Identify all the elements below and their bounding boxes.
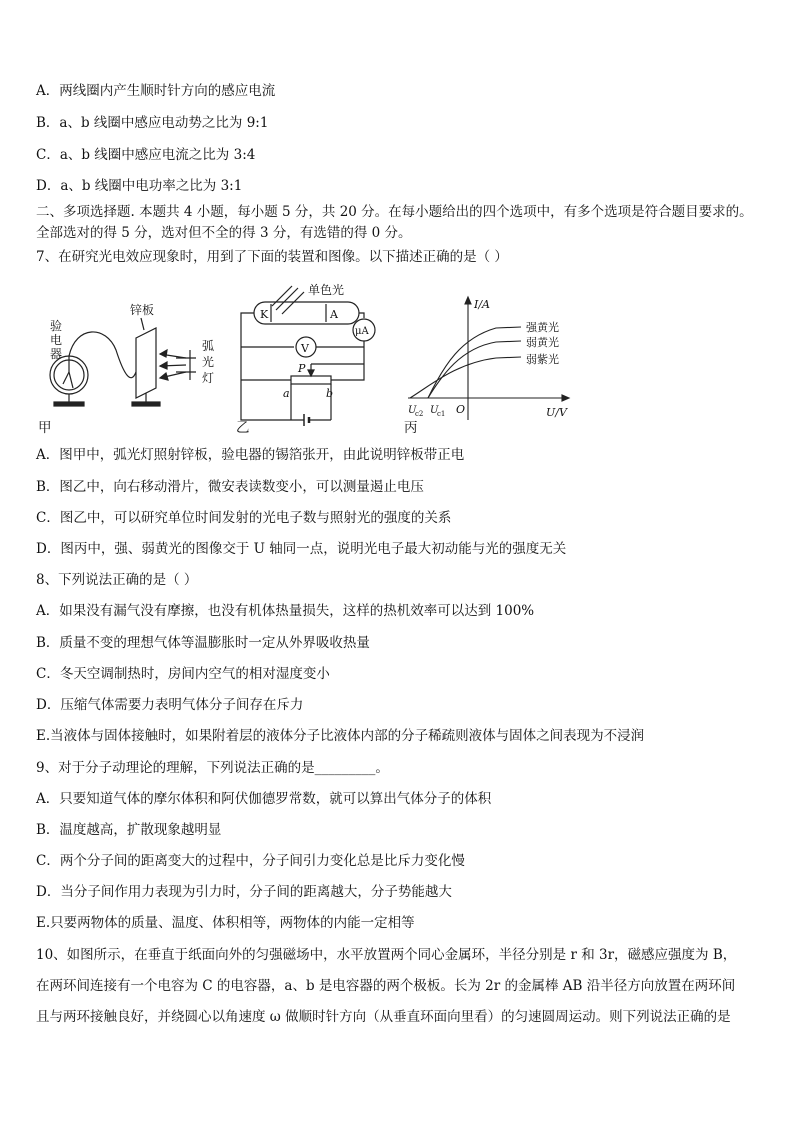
q8-option-b: B．质量不变的理想气体等温膨胀时一定从外界吸收热量: [36, 635, 370, 651]
curve-label-weak-yellow: 弱黄光: [526, 336, 559, 349]
figure-yi: [241, 282, 375, 426]
uc2-label: U: [408, 405, 417, 416]
u-axis-label: U/V: [546, 406, 567, 419]
uc1-label: U: [430, 405, 439, 416]
q9-option-d: D．当分子间作用力表现为引力时，分子间的距离越大，分子势能越大: [36, 884, 452, 900]
figure-bing: [408, 297, 569, 420]
q6-option-d: D．a、b 线圈中电功率之比为 3:1: [36, 178, 243, 194]
q7-option-a: A．图甲中，弧光灯照射锌板，验电器的锡箔张开，由此说明锌板带正电: [36, 447, 465, 463]
caption-jia: 甲: [38, 420, 52, 436]
zinc-plate-base: [132, 402, 160, 406]
q10-stem-line2: 在两环间连接有一个电容为 C 的电容器，a、b 是电容器的两个极板。长为 2r 的金属棒 AB 沿半径方向放置在两环间: [36, 978, 736, 994]
curve-weak-violet: [410, 357, 521, 398]
monochromatic-light-label: 单色光: [308, 283, 345, 297]
electroscope-label-1: 验: [50, 319, 63, 333]
arc-lamp-label-2: 光: [202, 355, 215, 369]
caption-bing: 丙: [404, 420, 418, 436]
q9-option-c: C．两个分子间的距离变大的过程中，分子间引力变化总是比斥力变化慢: [36, 853, 465, 869]
q8-option-e: E.当液体与固体接触时，如果附着层的液体分子比液体内部的分子稀疏则液体与固体之间表现为不浸润: [36, 728, 645, 744]
section2-header-line2: 全部选对的得 5 分，选对但不全的得 3 分，有选错的得 0 分。: [36, 225, 412, 241]
q6-option-c: C．a、b 线圈中感应电流之比为 3:4: [36, 147, 256, 163]
caption-yi: 乙: [236, 420, 250, 436]
i-axis-label: I/A: [474, 298, 490, 311]
q7-figure: [36, 280, 596, 435]
electroscope-label-3: 器: [50, 347, 63, 361]
q8-option-d: D．压缩气体需要力表明气体分子间存在斥力: [36, 697, 304, 713]
cathode-label: K: [260, 308, 269, 321]
curve-label-strong-yellow: 强黄光: [526, 321, 559, 334]
uc2-subscript: c2: [415, 410, 424, 418]
q9-option-e: E.只要两物体的质量、温度、体积相等，两物体的内能一定相等: [36, 915, 415, 931]
arc-lamp-label-3: 灯: [202, 371, 215, 385]
section2-header-line1: 二、多项选择题. 本题共 4 小题，每小题 5 分，共 20 分。在每小题给出的四个选项中，有多个选项是符合题目要求的。: [36, 204, 753, 220]
q7-stem: 7、在研究光电效应现象时，用到了下面的装置和图像。以下描述正确的是（ ）: [36, 249, 508, 265]
terminal-a-label: a: [283, 387, 290, 400]
q8-stem: 8、下列说法正确的是（ ）: [36, 572, 198, 588]
q8-option-a: A．如果没有漏气没有摩擦，也没有机体热量损失，这样的热机效率可以达到 100%: [36, 603, 535, 619]
electroscope-label-2: 电: [50, 333, 63, 347]
curve-weak-yellow: [428, 341, 521, 398]
photoelectric-tube: [254, 302, 359, 324]
q10-stem-line3: 且与两环接触良好，并绕圆心以角速度 ω 做顺时针方向（从垂直环面向里看）的匀速圆周运动。则下列说法正确的是: [36, 1009, 731, 1025]
q10-stem-line1: 10、如图所示，在垂直于纸面向外的匀强磁场中，水平放置两个同心金属环，半径分别是 r 和 3r，磁感应强度为 B，: [36, 947, 737, 963]
anode-label: A: [330, 308, 338, 321]
q6-option-a: A．两线圈内产生顺时针方向的感应电流: [36, 83, 276, 99]
curve-label-weak-violet: 弱紫光: [526, 353, 559, 366]
q8-option-c: C．冬天空调制热时，房间内空气的相对湿度变小: [36, 666, 330, 682]
terminal-b-label: b: [326, 387, 334, 400]
origin-label: O: [456, 403, 466, 416]
q9-option-a: A．只要知道气体的摩尔体积和阿伏伽德罗常数，就可以算出气体分子的体积: [36, 791, 492, 807]
q7-figure-svg: [36, 280, 596, 435]
slider-label: P: [298, 362, 306, 375]
zinc-plate: [136, 328, 156, 398]
q7-option-b: B．图乙中，向右移动滑片，微安表读数变小，可以测量遏止电压: [36, 479, 424, 495]
q7-option-c: C．图乙中，可以研究单位时间发射的光电子数与照射光的强度的关系: [36, 510, 452, 526]
zinc-plate-label: 锌板: [130, 303, 155, 317]
electroscope-base: [54, 402, 84, 406]
figure-jia: [50, 302, 214, 406]
q7-option-d: D．图丙中，强、弱黄光的图像交于 U 轴同一点，说明光电子最大初动能与光的强度无关: [36, 541, 567, 557]
arc-lamp-label-1: 弧: [202, 339, 215, 353]
q9-stem: 9、对于分子动理论的理解，下列说法正确的是_________。: [36, 760, 389, 776]
microammeter-label: μA: [355, 326, 369, 337]
connecting-wire: [69, 332, 136, 378]
q9-option-b: B．温度越高，扩散现象越明显: [36, 822, 222, 838]
q6-option-b: B．a、b 线圈中感应电动势之比为 9:1: [36, 115, 269, 131]
voltmeter-label: V: [301, 342, 309, 355]
uc1-subscript: c1: [437, 410, 446, 418]
